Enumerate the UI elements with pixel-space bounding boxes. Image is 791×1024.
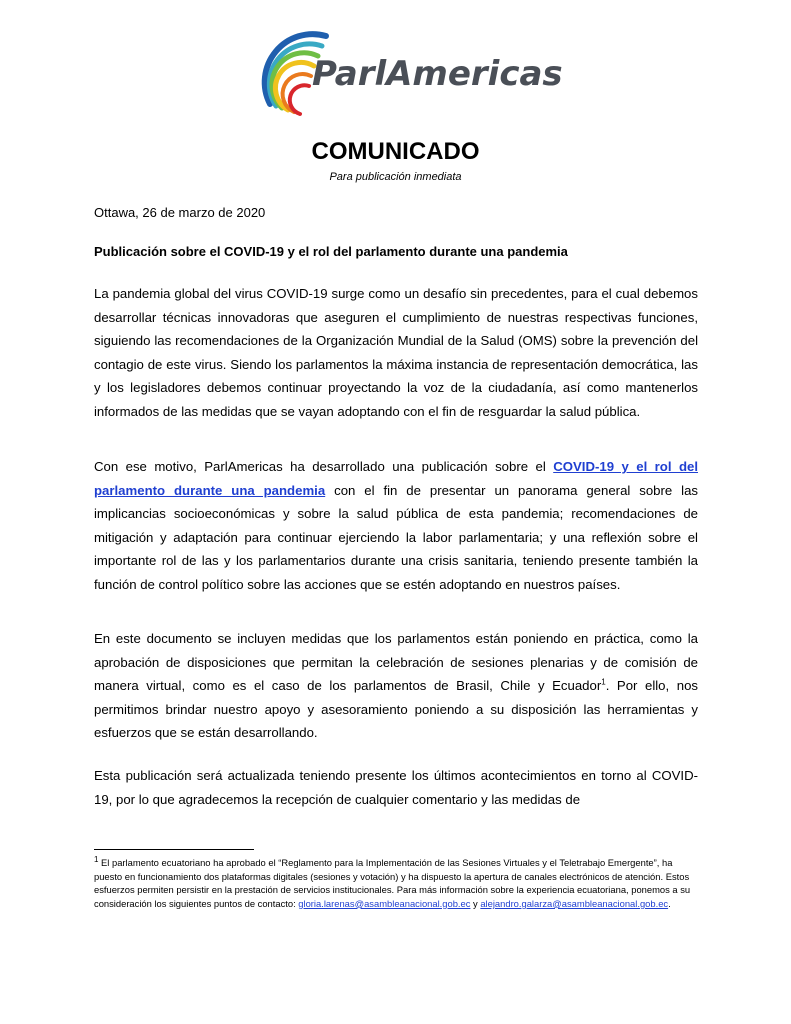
footnote-text: El parlamento ecuatoriano ha aprobado el “Reglamento para la Implementación de las Sesiones Virtuales y el Teletrabajo Emergente”, ha puesto en funcionamiento dos plataformas digitales (sesiones y votación) y ha dispuesto la apertura de canales electrónicos de atención. Estos esfuerzos permiten persistir en la prestación de servicios institucionales. Para más información sobre la experiencia ecuatoriana, ponemos a su consideración los siguientes puntos de contacto: (94, 857, 691, 909)
logo-arc-orange (283, 74, 311, 112)
footnote (94, 856, 700, 910)
email-link-gloria[interactable]: gloria.larenas@asambleanacional.gob.ec (298, 897, 471, 909)
paragraph-2 (94, 455, 698, 596)
date-line: Ottawa, 26 de marzo de 2020 (94, 205, 266, 220)
paragraph-2-intro: Con ese motivo, ParlAmericas ha desarrollado una publicación sobre el (94, 459, 554, 474)
logo-arc-red (290, 85, 309, 114)
paragraph-1: La pandemia global del virus COVID-19 surge como un desafío sin precedentes, para el cual debemos desarrollar técnicas innovadoras que aseguren el cumplimiento de nuestras respectivas funciones, siguiendo las recomendaciones de la Organización Mundial de la Salud (OMS) sobre la prevención del contagio de este virus. Siendo los parlamentos la máxima instancia de representación democrática, las y los legisladores debemos continuar proyectando la voz de la ciudadanía, así como mantenerlos informados de las medidas que se vayan adoptando con el fin de resguardar la salud pública. (94, 286, 698, 419)
footnote-reference[interactable]: 1 (601, 677, 606, 687)
paragraph-3-rest: . Por ello, nos permitimos brindar nuestro apoyo y asesoramiento poniendo a su disposición las herramientas y esfuerzos que se están desarrollando. (94, 678, 698, 740)
footnote-marker: 1 (94, 854, 99, 864)
document-subtitle: Para publicación inmediata (329, 171, 462, 183)
document-title: COMUNICADO (311, 138, 480, 165)
publication-link[interactable]: COVID-19 y el rol del parlamento durante una pandemia (94, 459, 699, 498)
parlamericas-logo (256, 26, 563, 118)
paragraph-3 (94, 627, 698, 745)
headline: Publicación sobre el COVID-19 y el rol del parlamento durante una pandemia (94, 244, 568, 259)
footnote-connector: y (470, 897, 481, 909)
paragraph-4: Esta publicación será actualizada teniendo presente los últimos acontecimientos en torno al COVID-19, por lo que agradecemos la recepción de cualquier comentario y las medidas de (94, 768, 698, 807)
footnote-end: . (668, 897, 671, 909)
paragraph-3-intro: En este documento se incluyen medidas que los parlamentos están poniendo en práctica, como la aprobación de disposiciones que permitan la celebración de sesiones plenarias y de comisión de manera virtual, como es el caso de los parlamentos de Brasil, Chile y Ecuador (94, 631, 698, 693)
email-link-alejandro[interactable]: alejandro.galarza@asambleanacional.gob.ec (480, 897, 669, 909)
paragraph-2-rest: con el fin de presentar un panorama general sobre las implicancias socioeconómicas y sobre la salud pública de esta pandemia; recomendaciones de mitigación y adaptación para continuar ejerciendo la labor parlamentaria; y una reflexión sobre el importante rol de las y los parlamentarios durante una crisis sanitaria, teniendo presente también la función de control político sobre las acciones que se estén adoptando en nuestros países. (94, 482, 699, 592)
footnote-divider (94, 849, 254, 850)
logo-text: ParlAmericas (312, 54, 563, 94)
